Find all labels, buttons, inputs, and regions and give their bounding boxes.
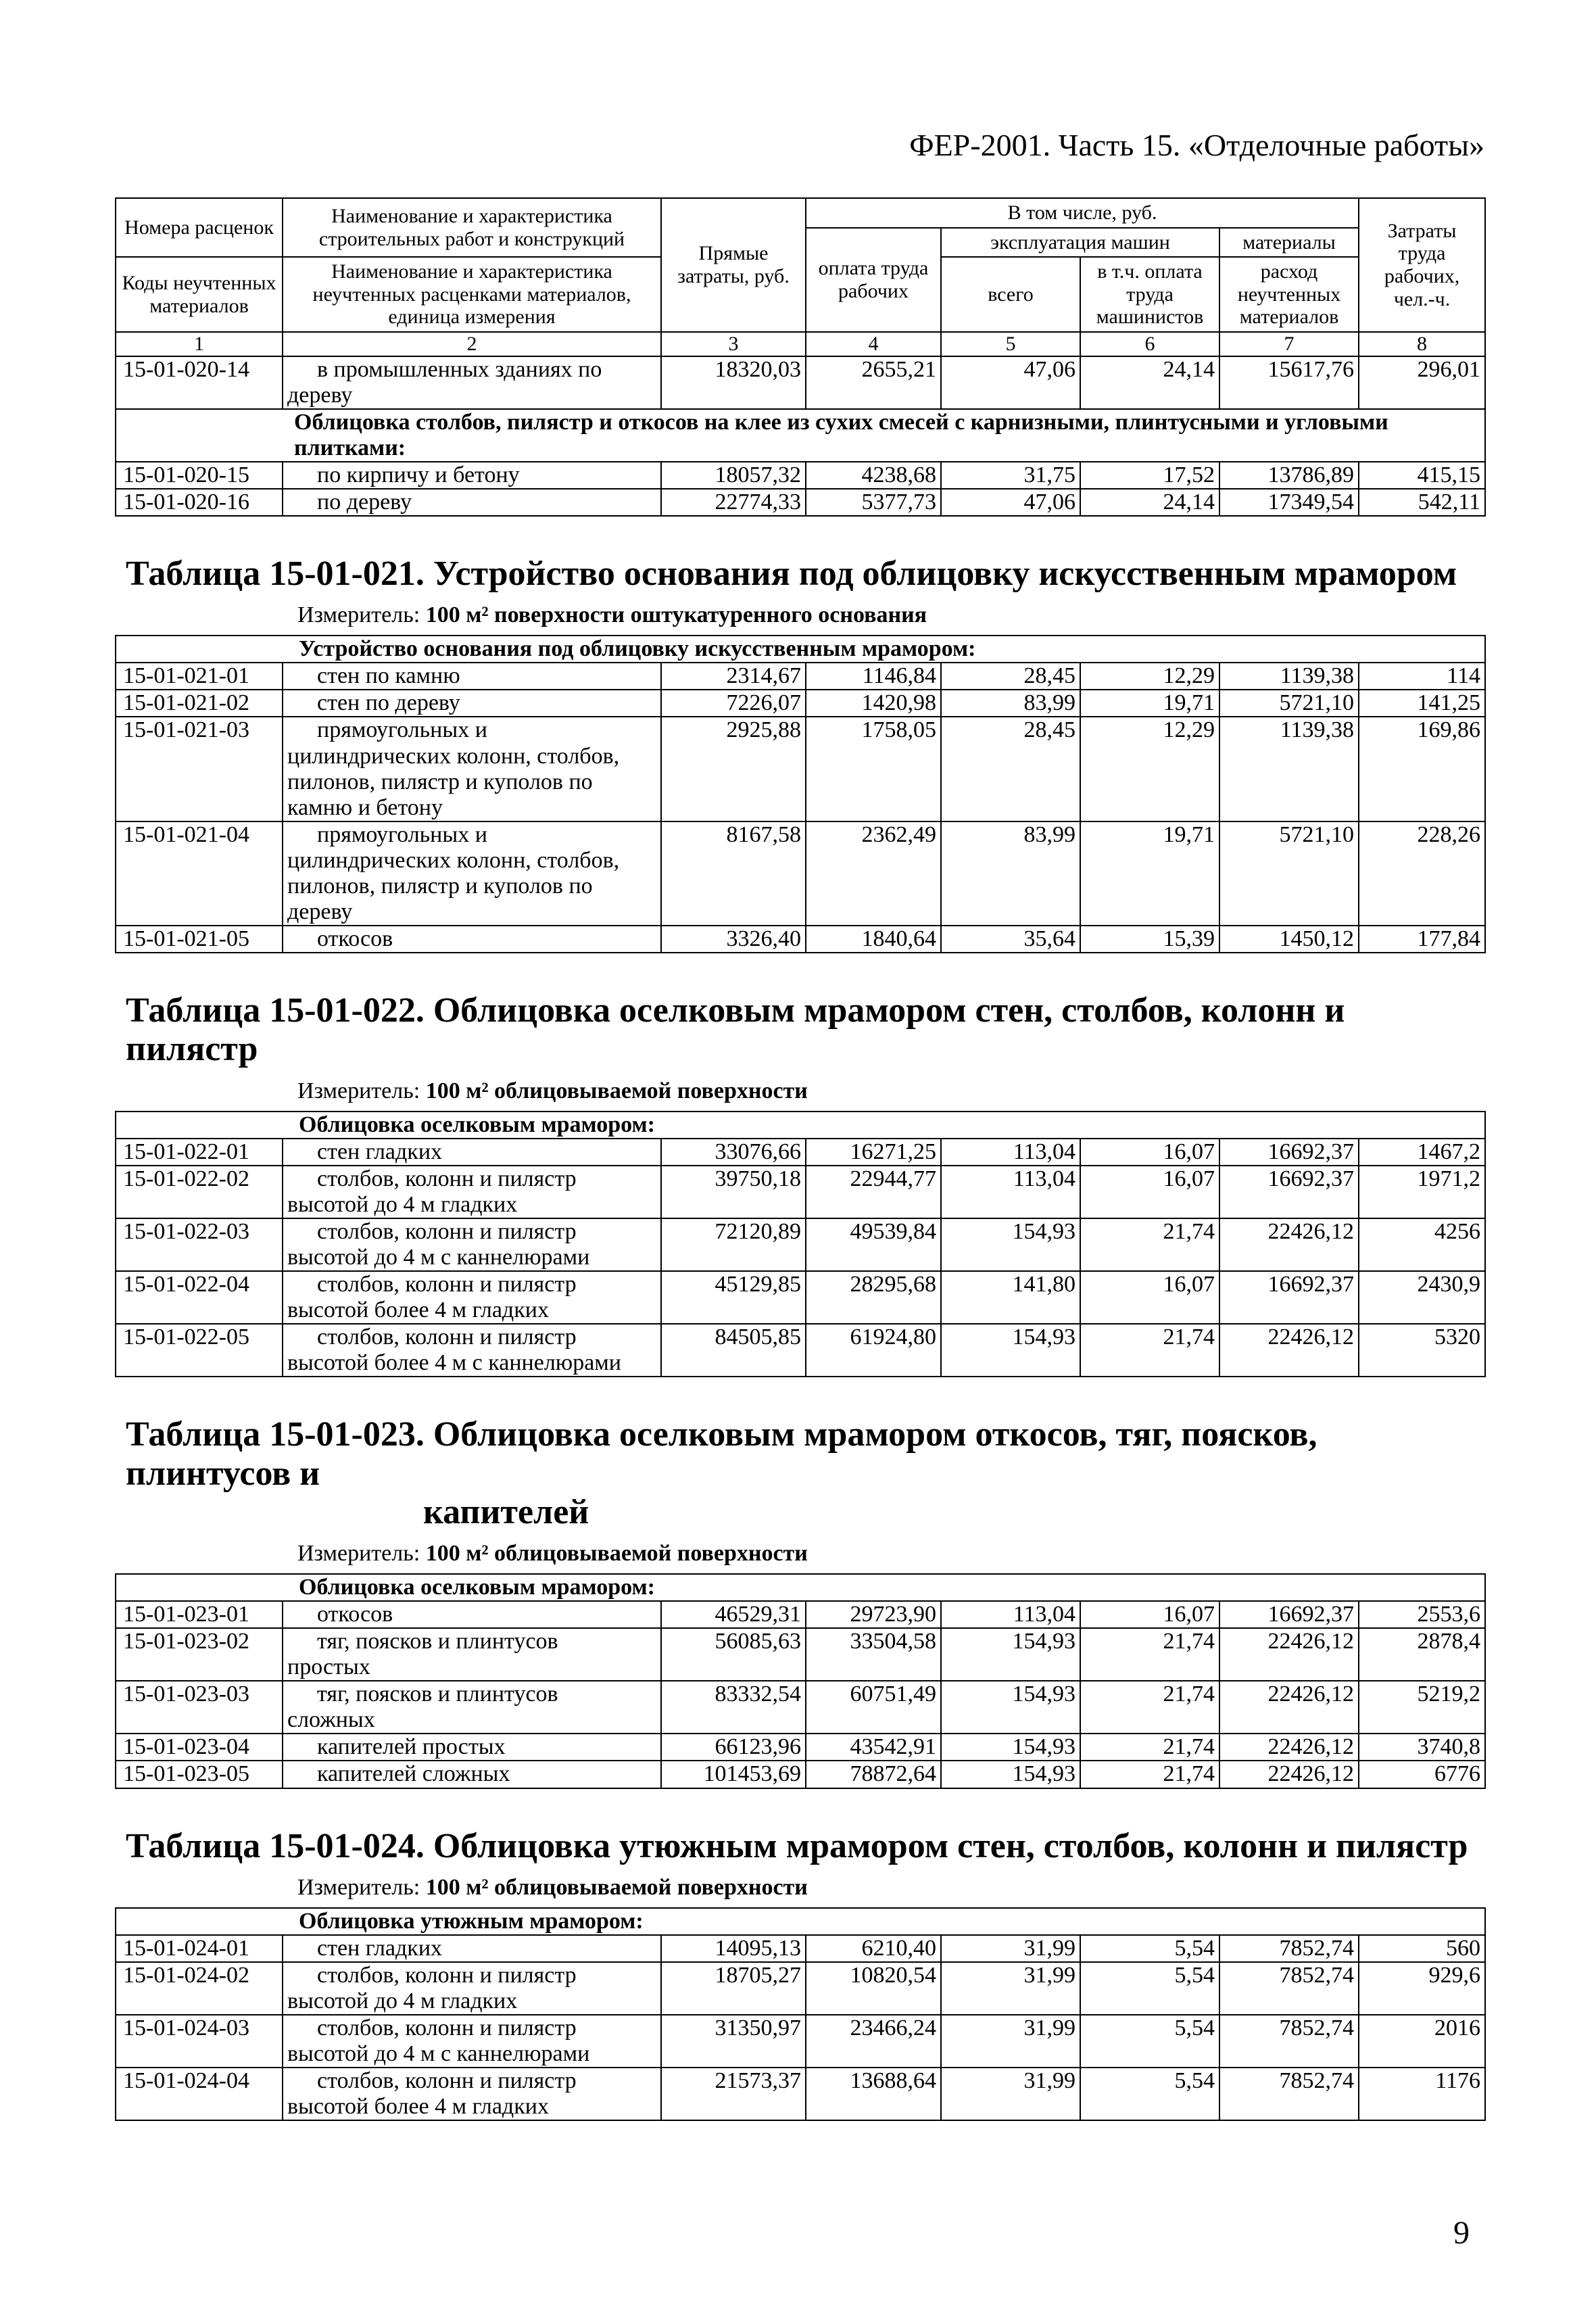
page-number: 9 (1453, 2215, 1470, 2251)
row-code: 15-01-021-05 (116, 926, 283, 953)
row-materials: 1450,12 (1219, 926, 1359, 953)
table-title (115, 991, 1484, 1068)
section-title: Облицовка утюжным мрамором: (116, 1908, 1485, 1935)
section-title: Облицовка столбов, пилястр и откосов на клее из сухих смесей с карнизными, плинтусными и угловыми плитками: (116, 409, 1485, 462)
row-name-line1: тяг, поясков и плинтусов (317, 1681, 558, 1707)
row-code: 15-01-024-04 (116, 2068, 283, 2120)
row-direct: 7226,07 (661, 690, 806, 717)
table-row (116, 717, 1485, 821)
section-row (116, 1908, 1485, 1935)
section-row (116, 636, 1485, 663)
row-code: 15-01-021-04 (116, 821, 283, 926)
row-name-line1: стен по дереву (317, 690, 460, 716)
table-title-line1: Таблица 15-01-022. Облицовка оселковым мрамором стен, столбов, колонн и пилястр (126, 991, 1345, 1069)
row-machines-labor: 19,71 (1080, 821, 1219, 926)
row-name-line1: стен по камню (317, 663, 460, 689)
row-name-line1: тяг, поясков и плинтусов (317, 1629, 558, 1654)
row-machines: 113,04 (941, 1166, 1080, 1218)
row-materials: 22426,12 (1219, 1681, 1359, 1734)
row-name-line1: столбов, колонн и пилястр (317, 1324, 577, 1350)
row-name-line1: откосов (317, 926, 393, 952)
row-code: 15-01-020-16 (116, 489, 283, 516)
table-row (116, 663, 1485, 690)
row-name (283, 717, 661, 821)
row-code: 15-01-023-02 (116, 1628, 283, 1681)
col-num: 4 (806, 332, 941, 356)
row-name (283, 1734, 661, 1761)
row-name (283, 1601, 661, 1628)
row-name-rest: сложных (287, 1707, 375, 1733)
row-code: 15-01-023-05 (116, 1761, 283, 1788)
row-machines: 31,99 (941, 2015, 1080, 2068)
row-code: 15-01-021-01 (116, 663, 283, 690)
row-materials: 7852,74 (1219, 1962, 1359, 2015)
row-direct: 45129,85 (661, 1271, 806, 1324)
header-incl: В том числе, руб. (806, 198, 1359, 228)
row-name (283, 489, 661, 516)
row-machines: 141,80 (941, 1271, 1080, 1324)
header-table (115, 197, 1486, 517)
section-title: Облицовка оселковым мрамором: (116, 1574, 1485, 1601)
row-direct: 14095,13 (661, 1935, 806, 1962)
row-code: 15-01-022-04 (116, 1271, 283, 1324)
header-hours: Затраты труда рабочих, чел.-ч. (1359, 198, 1485, 332)
table-row (116, 1935, 1485, 1962)
row-direct: 21573,37 (661, 2068, 806, 2120)
table-row (116, 1218, 1485, 1271)
row-machines: 83,99 (941, 821, 1080, 926)
table-row (116, 1271, 1485, 1324)
col-num: 7 (1219, 332, 1359, 356)
row-labor: 13688,64 (806, 2068, 941, 2120)
row-hours: 2430,9 (1359, 1271, 1485, 1324)
row-machines-labor: 16,07 (1080, 1271, 1219, 1324)
row-name (283, 663, 661, 690)
row-code: 15-01-023-04 (116, 1734, 283, 1761)
row-name (283, 356, 661, 409)
section-title: Устройство основания под облицовку искусственным мрамором: (116, 636, 1485, 663)
row-name-rest: высотой до 4 м с каннелюрами (287, 2041, 590, 2067)
row-machines-labor: 16,07 (1080, 1601, 1219, 1628)
row-hours: 114 (1359, 663, 1485, 690)
row-machines: 31,99 (941, 2068, 1080, 2120)
table-row (116, 1139, 1485, 1166)
row-labor: 60751,49 (806, 1681, 941, 1734)
row-name-line2: дереву (287, 382, 353, 408)
row-labor: 1420,98 (806, 690, 941, 717)
row-machines-labor: 24,14 (1080, 356, 1219, 409)
column-numbers-row (116, 332, 1485, 356)
row-labor: 28295,68 (806, 1271, 941, 1324)
row-name (283, 1218, 661, 1271)
row-name (283, 1628, 661, 1681)
row-labor: 23466,24 (806, 2015, 941, 2068)
row-machines-labor: 24,14 (1080, 489, 1219, 516)
row-hours: 5219,2 (1359, 1681, 1485, 1734)
row-machines-labor: 12,29 (1080, 663, 1219, 690)
page-header: ФЕР-2001. Часть 15. «Отделочные работы» (909, 128, 1484, 162)
row-name-line1: столбов, колонн и пилястр (317, 2068, 577, 2094)
row-machines: 154,93 (941, 1681, 1080, 1734)
row-materials: 17349,54 (1219, 489, 1359, 516)
header-machines-total: всего (941, 257, 1080, 332)
row-materials: 16692,37 (1219, 1601, 1359, 1628)
row-hours: 6776 (1359, 1761, 1485, 1788)
measure-value: 100 м² облицовываемой поверхности (425, 1874, 808, 1900)
row-hours: 560 (1359, 1935, 1485, 1962)
row-direct: 83332,54 (661, 1681, 806, 1734)
table-title-line1: Таблица 15-01-023. Облицовка оселковым мрамором откосов, тяг, поясков, плинтусов и (126, 1415, 1317, 1493)
row-name-line1: капителей простых (317, 1734, 506, 1760)
row-machines: 35,64 (941, 926, 1080, 953)
col-num: 5 (941, 332, 1080, 356)
row-labor: 1758,05 (806, 717, 941, 821)
table-row (116, 1166, 1485, 1218)
row-direct: 8167,58 (661, 821, 806, 926)
row-name (283, 1166, 661, 1218)
table-row (116, 821, 1485, 926)
table-measure (115, 1875, 1484, 1901)
row-hours: 3740,8 (1359, 1734, 1485, 1761)
row-name-rest: цилиндрических колонн, столбов, пилонов, пилястр и куполов по дереву (287, 847, 620, 924)
row-direct: 66123,96 (661, 1734, 806, 1761)
row-direct: 46529,31 (661, 1601, 806, 1628)
row-direct: 84505,85 (661, 1324, 806, 1377)
row-machines: 83,99 (941, 690, 1080, 717)
header-code-bottom: Коды неучтенных материалов (116, 257, 283, 332)
row-code: 15-01-021-03 (116, 717, 283, 821)
row-direct: 31350,97 (661, 2015, 806, 2068)
table-title-line2: капителей (423, 1492, 589, 1531)
row-labor: 4238,68 (806, 462, 941, 489)
table-block (115, 554, 1484, 953)
row-labor: 22944,77 (806, 1166, 941, 1218)
header-name-top: Наименование и характеристика строительных работ и конструкций (283, 198, 661, 257)
row-code: 15-01-023-03 (116, 1681, 283, 1734)
measure-label: Измеритель: (297, 1874, 426, 1900)
measure-value: 100 м² облицовываемой поверхности (425, 1078, 808, 1103)
row-materials: 7852,74 (1219, 1935, 1359, 1962)
row-materials: 22426,12 (1219, 1628, 1359, 1681)
row-machines-labor: 21,74 (1080, 1761, 1219, 1788)
row-machines: 47,06 (941, 356, 1080, 409)
table-block (115, 1415, 1484, 1788)
row-hours: 1971,2 (1359, 1166, 1485, 1218)
row-code: 15-01-020-14 (116, 356, 283, 409)
row-hours: 2878,4 (1359, 1628, 1485, 1681)
row-name-rest: высотой более 4 м с каннелюрами (287, 1350, 621, 1376)
row-machines-labor: 21,74 (1080, 1628, 1219, 1681)
row-materials: 1139,38 (1219, 717, 1359, 821)
row-materials: 1139,38 (1219, 663, 1359, 690)
table-title-line1: Таблица 15-01-021. Устройство основания под облицовку искусственным мрамором (126, 554, 1457, 594)
row-name-rest: высотой до 4 м гладких (287, 1988, 518, 2013)
table-block (115, 1827, 1484, 2122)
row-machines: 47,06 (941, 489, 1080, 516)
row-hours: 415,15 (1359, 462, 1485, 489)
row-machines: 154,93 (941, 1324, 1080, 1377)
section-row (116, 409, 1485, 462)
table-row (116, 926, 1485, 953)
row-hours: 228,26 (1359, 821, 1485, 926)
row-materials: 7852,74 (1219, 2015, 1359, 2068)
row-materials: 5721,10 (1219, 821, 1359, 926)
row-machines: 154,93 (941, 1628, 1080, 1681)
row-name-line1: по дереву (317, 489, 412, 515)
row-code: 15-01-024-02 (116, 1962, 283, 2015)
row-hours: 296,01 (1359, 356, 1485, 409)
row-labor: 2362,49 (806, 821, 941, 926)
row-materials: 5721,10 (1219, 690, 1359, 717)
table-row (116, 2068, 1485, 2120)
row-name-line1: столбов, колонн и пилястр (317, 2015, 577, 2040)
row-labor: 16271,25 (806, 1139, 941, 1166)
row-direct: 56085,63 (661, 1628, 806, 1681)
row-labor: 78872,64 (806, 1761, 941, 1788)
measure-value: 100 м² поверхности оштукатуренного основания (425, 602, 927, 628)
row-machines: 31,99 (941, 1935, 1080, 1962)
row-machines: 28,45 (941, 717, 1080, 821)
row-labor: 61924,80 (806, 1324, 941, 1377)
row-code: 15-01-021-02 (116, 690, 283, 717)
row-code: 15-01-020-15 (116, 462, 283, 489)
row-machines-labor: 21,74 (1080, 1324, 1219, 1377)
header-machines: эксплуатация машин (941, 228, 1219, 258)
row-machines-labor: 12,29 (1080, 717, 1219, 821)
row-name-rest: высотой более 4 м гладких (287, 2094, 549, 2120)
table-title (115, 554, 1484, 593)
header-name-bottom: Наименование и характеристика неучтенных расценками материалов, единица измерения (283, 257, 661, 332)
header-materials: материалы (1219, 228, 1359, 258)
row-name (283, 1324, 661, 1377)
row-materials: 16692,37 (1219, 1166, 1359, 1218)
row-name-rest: высотой более 4 м гладких (287, 1297, 549, 1323)
row-direct: 22774,33 (661, 489, 806, 516)
table-measure (115, 602, 1484, 628)
table-title (115, 1415, 1484, 1531)
row-code: 15-01-022-01 (116, 1139, 283, 1166)
table-row (116, 1734, 1485, 1761)
row-hours: 1467,2 (1359, 1139, 1485, 1166)
header-direct: Прямые затраты, руб. (661, 198, 806, 332)
row-name-line1: столбов, колонн и пилястр (317, 1962, 577, 1988)
row-machines: 113,04 (941, 1601, 1080, 1628)
table-measure (115, 1078, 1484, 1104)
row-direct: 101453,69 (661, 1761, 806, 1788)
page-content (115, 197, 1484, 2121)
row-name-line1: откосов (317, 1601, 393, 1627)
row-machines-labor: 21,74 (1080, 1681, 1219, 1734)
row-name-line1: прямоугольных и (317, 821, 487, 847)
col-num: 8 (1359, 332, 1485, 356)
row-machines-labor: 15,39 (1080, 926, 1219, 953)
row-machines: 28,45 (941, 663, 1080, 690)
row-machines-labor: 19,71 (1080, 690, 1219, 717)
measure-label: Измеритель: (297, 1540, 426, 1566)
header-machines-labor: в т.ч. оплата труда машинистов (1080, 257, 1219, 332)
row-name-line1: столбов, колонн и пилястр (317, 1272, 577, 1297)
table-row (116, 1324, 1485, 1377)
row-code: 15-01-022-05 (116, 1324, 283, 1377)
row-name-line1: в промышленных зданиях по (317, 356, 602, 382)
row-materials: 15617,76 (1219, 356, 1359, 409)
rates-table (115, 1111, 1486, 1378)
row-machines-labor: 5,54 (1080, 2015, 1219, 2068)
row-machines-labor: 5,54 (1080, 1962, 1219, 2015)
table-block (115, 991, 1484, 1377)
row-hours: 929,6 (1359, 1962, 1485, 2015)
row-materials: 16692,37 (1219, 1271, 1359, 1324)
row-labor: 49539,84 (806, 1218, 941, 1271)
row-machines: 31,75 (941, 462, 1080, 489)
col-num: 6 (1080, 332, 1219, 356)
header-code-top: Номера расценок (116, 198, 283, 257)
row-machines-labor: 16,07 (1080, 1139, 1219, 1166)
row-direct: 18705,27 (661, 1962, 806, 2015)
measure-label: Измеритель: (297, 602, 426, 628)
row-name-rest: простых (287, 1654, 370, 1680)
row-name-rest: цилиндрических колонн, столбов, пилонов, пилястр и куполов по камню и бетону (287, 743, 620, 820)
row-labor: 43542,91 (806, 1734, 941, 1761)
row-name-line1: стен гладких (317, 1935, 443, 1961)
section-row (116, 1574, 1485, 1601)
table-row (116, 462, 1485, 489)
table-row (116, 690, 1485, 717)
row-labor: 10820,54 (806, 1962, 941, 2015)
row-machines-labor: 21,74 (1080, 1734, 1219, 1761)
row-materials: 7852,74 (1219, 2068, 1359, 2120)
row-name (283, 2068, 661, 2120)
row-machines: 154,93 (941, 1734, 1080, 1761)
row-name (283, 1681, 661, 1734)
row-machines: 154,93 (941, 1218, 1080, 1271)
row-name (283, 1962, 661, 2015)
col-num: 1 (116, 332, 283, 356)
rates-table (115, 1907, 1486, 2122)
row-direct: 18057,32 (661, 462, 806, 489)
row-materials: 22426,12 (1219, 1761, 1359, 1788)
row-name (283, 2015, 661, 2068)
row-name (283, 690, 661, 717)
table-row (116, 1601, 1485, 1628)
row-materials: 22426,12 (1219, 1324, 1359, 1377)
row-name (283, 462, 661, 489)
measure-value: 100 м² облицовываемой поверхности (425, 1540, 808, 1566)
row-direct: 3326,40 (661, 926, 806, 953)
row-hours: 2016 (1359, 2015, 1485, 2068)
row-materials: 13786,89 (1219, 462, 1359, 489)
row-labor: 5377,73 (806, 489, 941, 516)
row-name-rest: высотой до 4 м гладких (287, 1191, 518, 1217)
table-row (116, 1761, 1485, 1788)
row-materials: 22426,12 (1219, 1218, 1359, 1271)
section-title: Облицовка оселковым мрамором: (116, 1112, 1485, 1139)
row-machines: 31,99 (941, 1962, 1080, 2015)
row-name (283, 1761, 661, 1788)
row-machines-labor: 5,54 (1080, 1935, 1219, 1962)
col-num: 2 (283, 332, 661, 356)
row-machines: 113,04 (941, 1139, 1080, 1166)
tables-container (115, 554, 1484, 2121)
row-code: 15-01-022-03 (116, 1218, 283, 1271)
row-name (283, 1271, 661, 1324)
row-hours: 169,86 (1359, 717, 1485, 821)
row-labor: 33504,58 (806, 1628, 941, 1681)
row-hours: 2553,6 (1359, 1601, 1485, 1628)
row-name (283, 926, 661, 953)
table-row (116, 1628, 1485, 1681)
row-name-line1: капителей сложных (317, 1761, 510, 1787)
row-code: 15-01-024-03 (116, 2015, 283, 2068)
row-labor: 6210,40 (806, 1935, 941, 1962)
row-labor: 2655,21 (806, 356, 941, 409)
row-machines: 154,93 (941, 1761, 1080, 1788)
table-row (116, 489, 1485, 516)
row-labor: 29723,90 (806, 1601, 941, 1628)
row-labor: 1146,84 (806, 663, 941, 690)
rates-table (115, 1573, 1486, 1789)
row-materials: 16692,37 (1219, 1139, 1359, 1166)
row-machines-labor: 21,74 (1080, 1218, 1219, 1271)
row-name (283, 821, 661, 926)
row-direct: 2925,88 (661, 717, 806, 821)
header-labor: оплата труда рабочих (806, 228, 941, 332)
row-hours: 1176 (1359, 2068, 1485, 2120)
row-name-line1: стен гладких (317, 1139, 443, 1164)
row-name-rest: высотой до 4 м с каннелюрами (287, 1244, 590, 1270)
row-hours: 542,11 (1359, 489, 1485, 516)
header-materials-sub: расход неучтенных материалов (1219, 257, 1359, 332)
row-direct: 2314,67 (661, 663, 806, 690)
row-hours: 141,25 (1359, 690, 1485, 717)
section-row (116, 1112, 1485, 1139)
table-row (116, 356, 1485, 409)
row-name-line1: столбов, колонн и пилястр (317, 1218, 577, 1244)
row-direct: 33076,66 (661, 1139, 806, 1166)
row-machines-labor: 5,54 (1080, 2068, 1219, 2120)
row-code: 15-01-024-01 (116, 1935, 283, 1962)
table-row (116, 2015, 1485, 2068)
measure-label: Измеритель: (297, 1078, 426, 1103)
row-labor: 1840,64 (806, 926, 941, 953)
table-measure (115, 1541, 1484, 1567)
rates-table (115, 635, 1486, 953)
row-hours: 4256 (1359, 1218, 1485, 1271)
row-name-line1: столбов, колонн и пилястр (317, 1166, 577, 1191)
table-title-line1: Таблица 15-01-024. Облицовка утюжным мрамором стен, столбов, колонн и пилястр (126, 1826, 1468, 1865)
row-machines-labor: 16,07 (1080, 1166, 1219, 1218)
table-row (116, 1962, 1485, 2015)
row-hours: 177,84 (1359, 926, 1485, 953)
row-direct: 39750,18 (661, 1166, 806, 1218)
row-name-line1: по кирпичу и бетону (317, 462, 520, 487)
row-name-line1: прямоугольных и (317, 717, 487, 743)
row-machines-labor: 17,52 (1080, 462, 1219, 489)
table-title (115, 1827, 1484, 1865)
row-materials: 22426,12 (1219, 1734, 1359, 1761)
table-row (116, 1681, 1485, 1734)
row-name (283, 1935, 661, 1962)
row-hours: 5320 (1359, 1324, 1485, 1377)
row-code: 15-01-023-01 (116, 1601, 283, 1628)
row-name (283, 1139, 661, 1166)
col-num: 3 (661, 332, 806, 356)
row-direct: 18320,03 (661, 356, 806, 409)
row-direct: 72120,89 (661, 1218, 806, 1271)
row-code: 15-01-022-02 (116, 1166, 283, 1218)
